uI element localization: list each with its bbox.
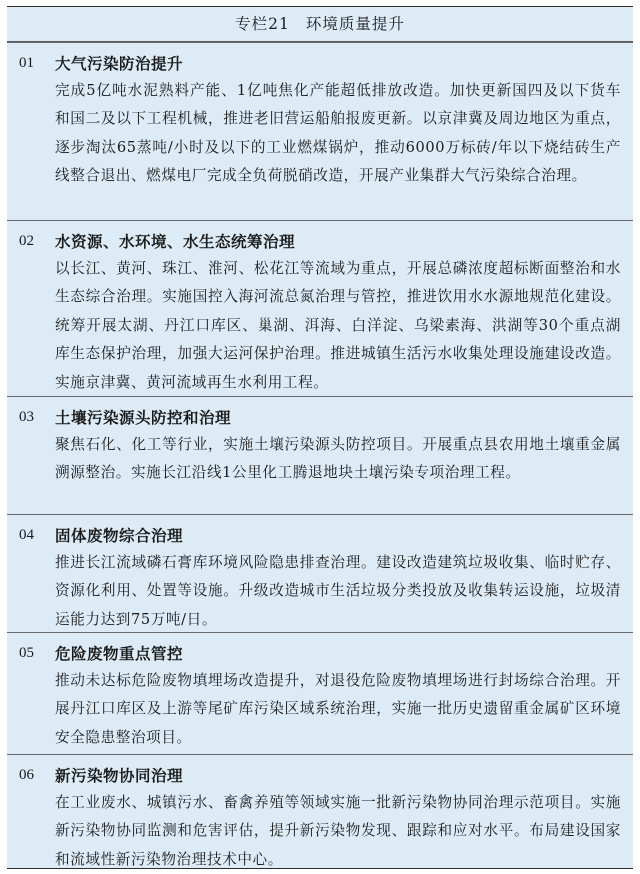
section-index: 06 <box>19 766 34 783</box>
section-title: 大气污染防治提升 <box>55 55 184 73</box>
box-title-text: 环境质量提升 <box>305 15 405 33</box>
section-03 <box>7 396 633 514</box>
section-title: 水资源、水环境、水生态统筹治理 <box>55 233 296 251</box>
section-05 <box>7 632 633 754</box>
section-index: 05 <box>19 644 34 661</box>
section-index: 04 <box>19 526 34 543</box>
section-index: 03 <box>19 408 34 425</box>
box-title-number: 21 <box>268 15 290 33</box>
section-01 <box>7 42 633 220</box>
section-06 <box>7 754 633 868</box>
section-body: 以长江、黄河、珠江、淮河、松花江等流域为重点，开展总磷浓度超标断面整治和水生态综合治理。实施国控入海河流总氮治理与管控，推进饮用水水源地规范化建设。统筹开展太湖、丹江口库区、巢湖、洱海、白洋淀、乌梁素海、洪湖等30个重点湖库生态保护治理，加强大运河保护治理。推进城镇生活污水收集处理设施建设改造。实施京津冀、黄河流域再生水利用工程。 <box>55 260 621 391</box>
box-title-prefix: 专栏 <box>235 15 269 33</box>
section-title: 土壤污染源头防控和治理 <box>55 409 232 427</box>
section-02 <box>7 220 633 396</box>
section-body: 推进长江流域磷石膏库环境风险隐患排查治理。建设改造建筑垃圾收集、临时贮存、资源化利用、处置等设施。升级改造城市生活垃圾分类投放及收集转运设施，垃圾清运能力达到75万吨/日。 <box>55 554 621 628</box>
section-body: 完成5亿吨水泥熟料产能、1亿吨焦化产能超低排放改造。加快更新国四及以下货车和国二及以下工程机械，推进老旧营运船舶报废更新。以京津冀及周边地区为重点，逐步淘汰65蒸吨/小时及以下的工业燃煤锅炉，推动6000万标砖/年以下烧结砖生产线整合退出、燃煤电厂完成全负荷脱硝改造，开展产业集群大气污染综合治理。 <box>55 82 621 185</box>
section-body: 推动未达标危险废物填埋场改造提升，对退役危险废物填埋场进行封场综合治理。开展丹江口库区及上游等尾矿库污染区域系统治理，实施一批历史遗留重金属矿区环境安全隐患整治项目。 <box>55 672 621 746</box>
section-04 <box>7 514 633 632</box>
section-body: 在工业废水、城镇污水、畜禽养殖等领域实施一批新污染物协同治理示范项目。实施新污染物协同监测和危害评估，提升新污染物发现、跟踪和应对水平。布局建设国家和流域性新污染物治理技术中心。 <box>55 794 621 868</box>
section-title: 新污染物协同治理 <box>55 767 184 785</box>
section-title: 危险废物重点管控 <box>55 645 184 663</box>
section-title: 固体废物综合治理 <box>55 527 184 545</box>
box-title <box>7 7 633 42</box>
section-index: 01 <box>19 54 34 71</box>
column-box <box>7 6 633 869</box>
section-body: 聚焦石化、化工等行业，实施土壤污染源头防控项目。开展重点县农用地土壤重金属溯源整治。实施长江沿线1公里化工腾退地块土壤污染专项治理工程。 <box>55 436 621 482</box>
section-index: 02 <box>19 232 34 249</box>
